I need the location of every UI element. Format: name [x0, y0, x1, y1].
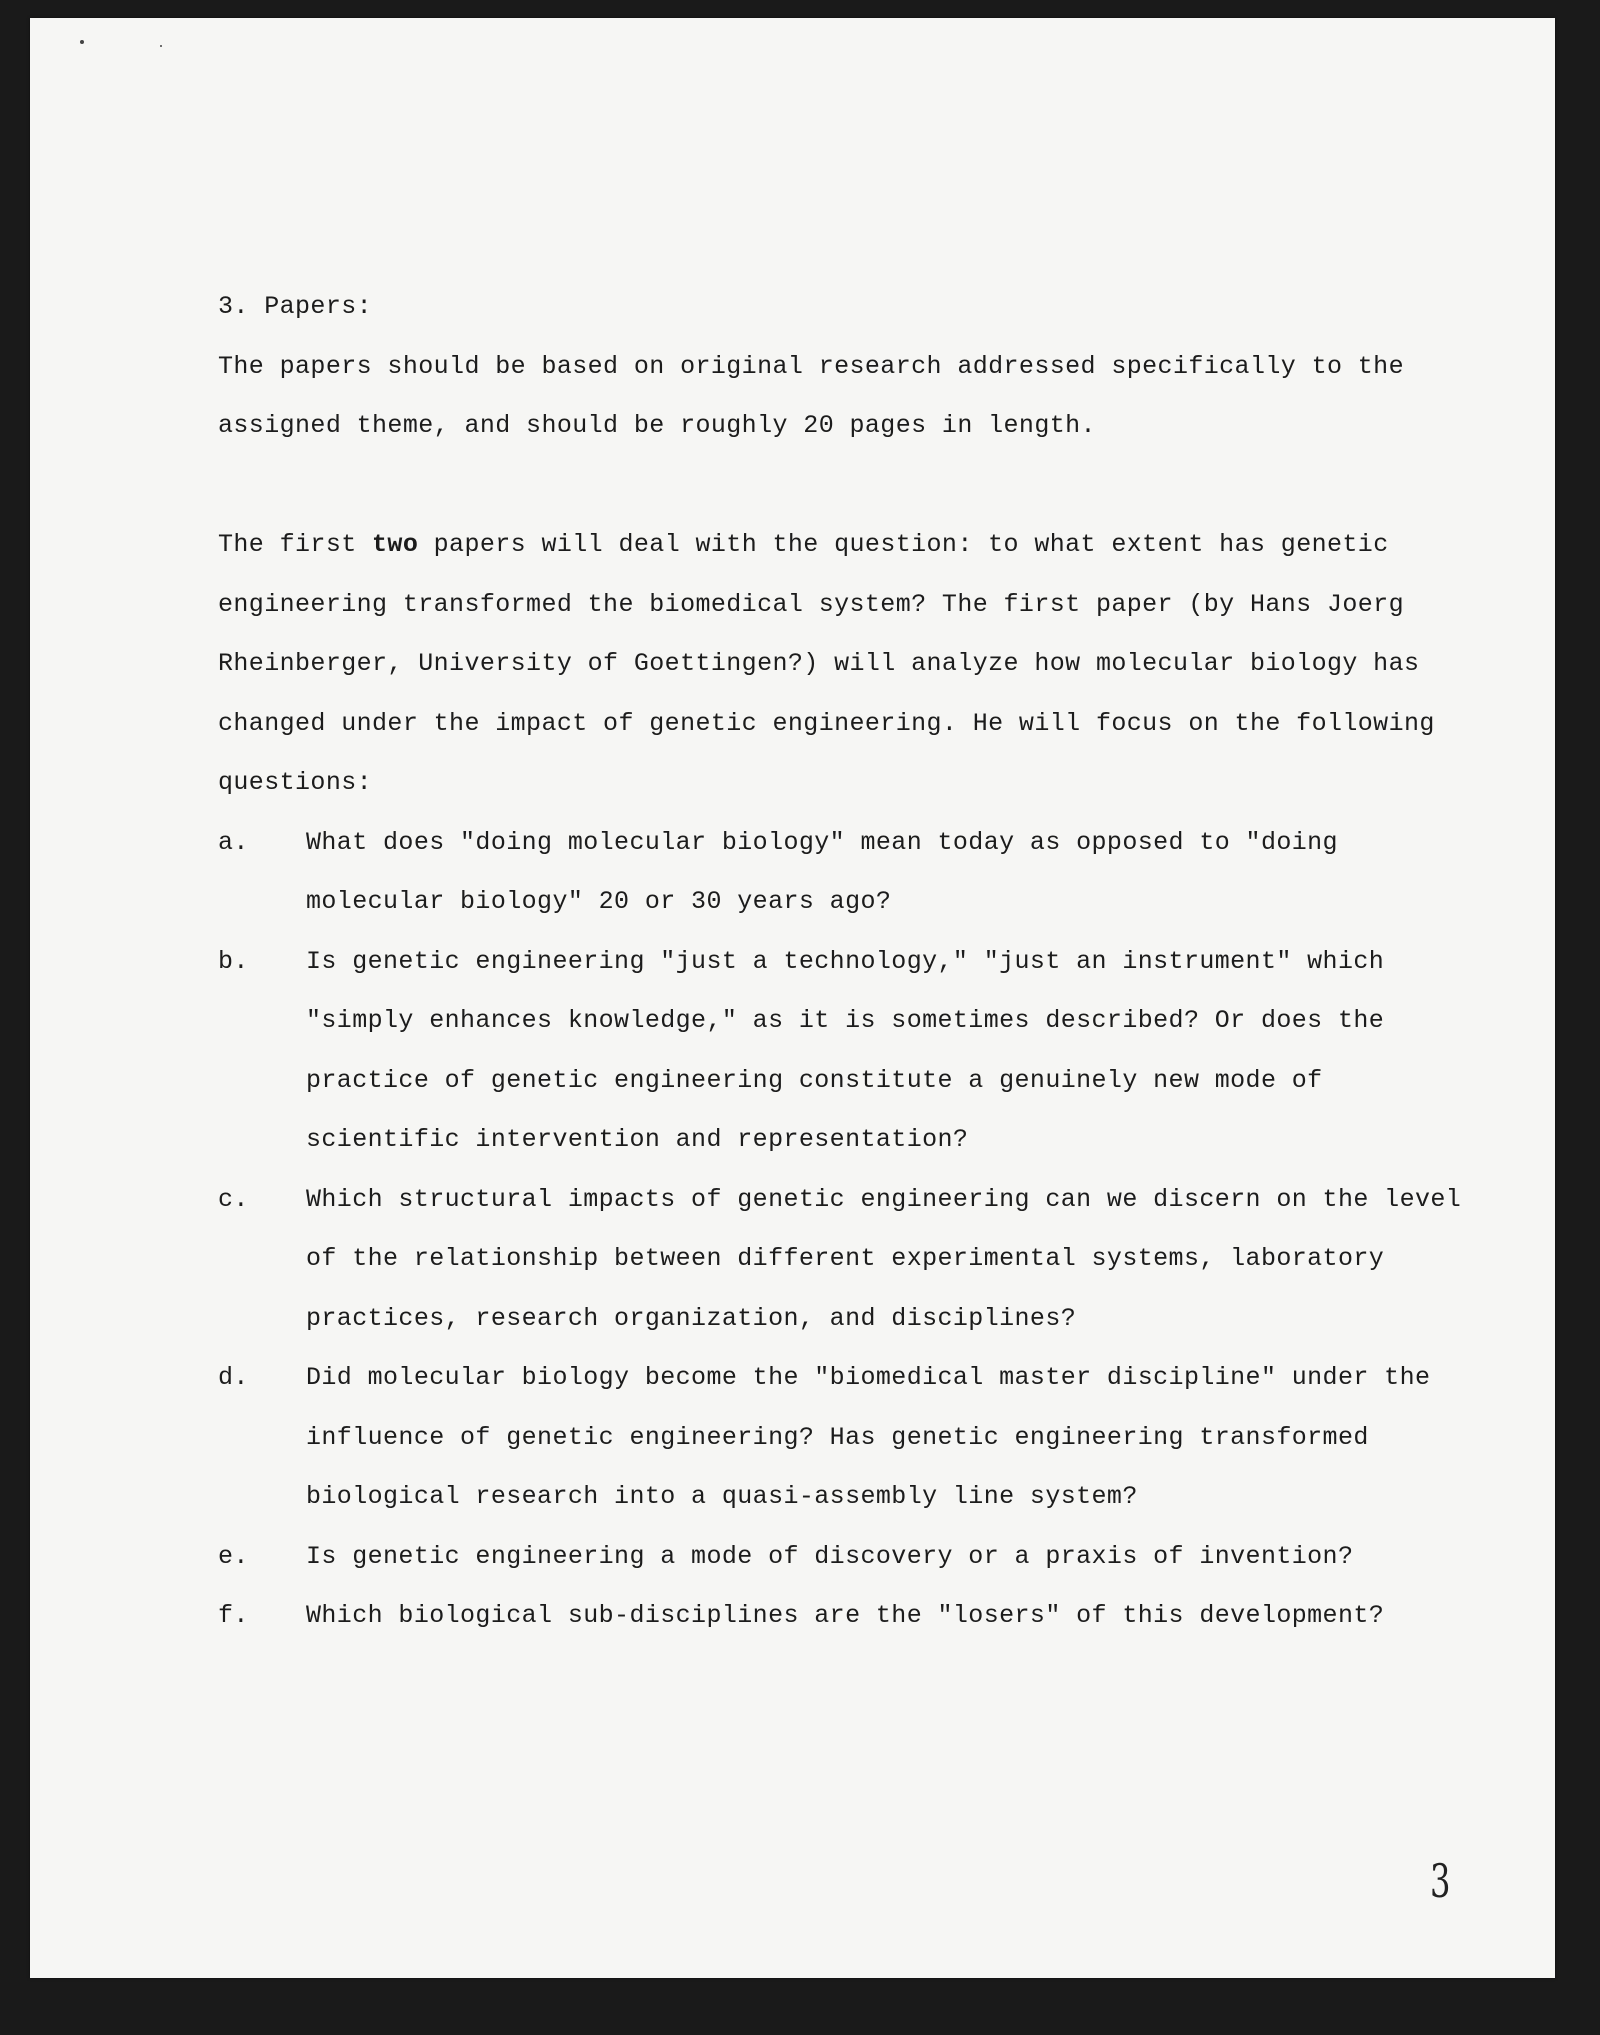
paragraph-line	[218, 524, 1478, 584]
question-letter: f.	[218, 1601, 249, 1630]
question-line: Is genetic engineering a mode of discovery or a praxis of invention?	[306, 1541, 1354, 1571]
question-line: practice of genetic engineering constitute a genuinely new mode of	[306, 1065, 1323, 1095]
question-line: of the relationship between different experimental systems, laboratory	[306, 1244, 1385, 1273]
paragraph-line: changed under the impact of genetic engineering. He will focus on the following	[218, 708, 1435, 738]
paragraph-line: engineering transformed the biomedical system? The first paper (by Hans Joerg	[218, 589, 1404, 619]
scan-mark	[160, 45, 162, 47]
question-line: Which structural impacts of genetic engineering can we discern on the level	[306, 1184, 1462, 1214]
question-line: "simply enhances knowledge," as it is sometimes described? Or does the	[306, 1006, 1385, 1035]
intro-line: The papers should be based on original research addressed specifically to the	[218, 351, 1404, 381]
question-text	[306, 1357, 1478, 1536]
question-item	[218, 1179, 1478, 1358]
question-text	[306, 822, 1478, 941]
paragraph-text: papers will deal with the question: to what extent has genetic	[418, 530, 1389, 559]
intro-line: assigned theme, and should be roughly 20 pages in length.	[218, 411, 1096, 440]
question-text	[306, 1536, 1478, 1596]
section-heading: 3. Papers:	[218, 292, 373, 321]
paragraph-spacer	[218, 465, 1478, 525]
paragraph-line: Rheinberger, University of Goettingen?) will analyze how molecular biology has	[218, 649, 1420, 678]
question-line: influence of genetic engineering? Has genetic engineering transformed	[306, 1422, 1369, 1452]
question-line: Is genetic engineering "just a technology," "just an instrument" which	[306, 946, 1385, 976]
page-number: 3	[1430, 1854, 1451, 1908]
document-page	[30, 18, 1555, 1978]
question-line: scientific intervention and representation?	[306, 1125, 969, 1154]
question-text	[306, 941, 1478, 1179]
question-letter: a.	[218, 827, 249, 857]
question-line: What does "doing molecular biology" mean today as opposed to "doing	[306, 827, 1338, 857]
paragraph-line: questions:	[218, 768, 373, 797]
question-line: Which biological sub-disciplines are the "losers" of this development?	[306, 1601, 1385, 1630]
question-text	[306, 1179, 1478, 1358]
question-line: practices, research organization, and disciplines?	[306, 1303, 1077, 1333]
question-letter: d.	[218, 1363, 249, 1392]
question-item	[218, 1536, 1478, 1596]
question-line: biological research into a quasi-assembly line system?	[306, 1482, 1138, 1511]
question-item	[218, 1357, 1478, 1536]
scan-mark	[80, 40, 84, 44]
question-item	[218, 822, 1478, 941]
question-line: molecular biology" 20 or 30 years ago?	[306, 887, 892, 916]
question-line: Did molecular biology become the "biomedical master discipline" under the	[306, 1363, 1431, 1392]
question-text	[306, 1595, 1478, 1655]
document-body	[218, 286, 1478, 1655]
question-letter: c.	[218, 1184, 249, 1214]
bold-word: two	[372, 530, 419, 559]
question-item	[218, 941, 1478, 1179]
question-letter: b.	[218, 946, 249, 976]
question-list	[218, 822, 1478, 1655]
question-item	[218, 1595, 1478, 1655]
question-letter: e.	[218, 1541, 249, 1571]
paragraph-text: The first	[218, 530, 373, 559]
